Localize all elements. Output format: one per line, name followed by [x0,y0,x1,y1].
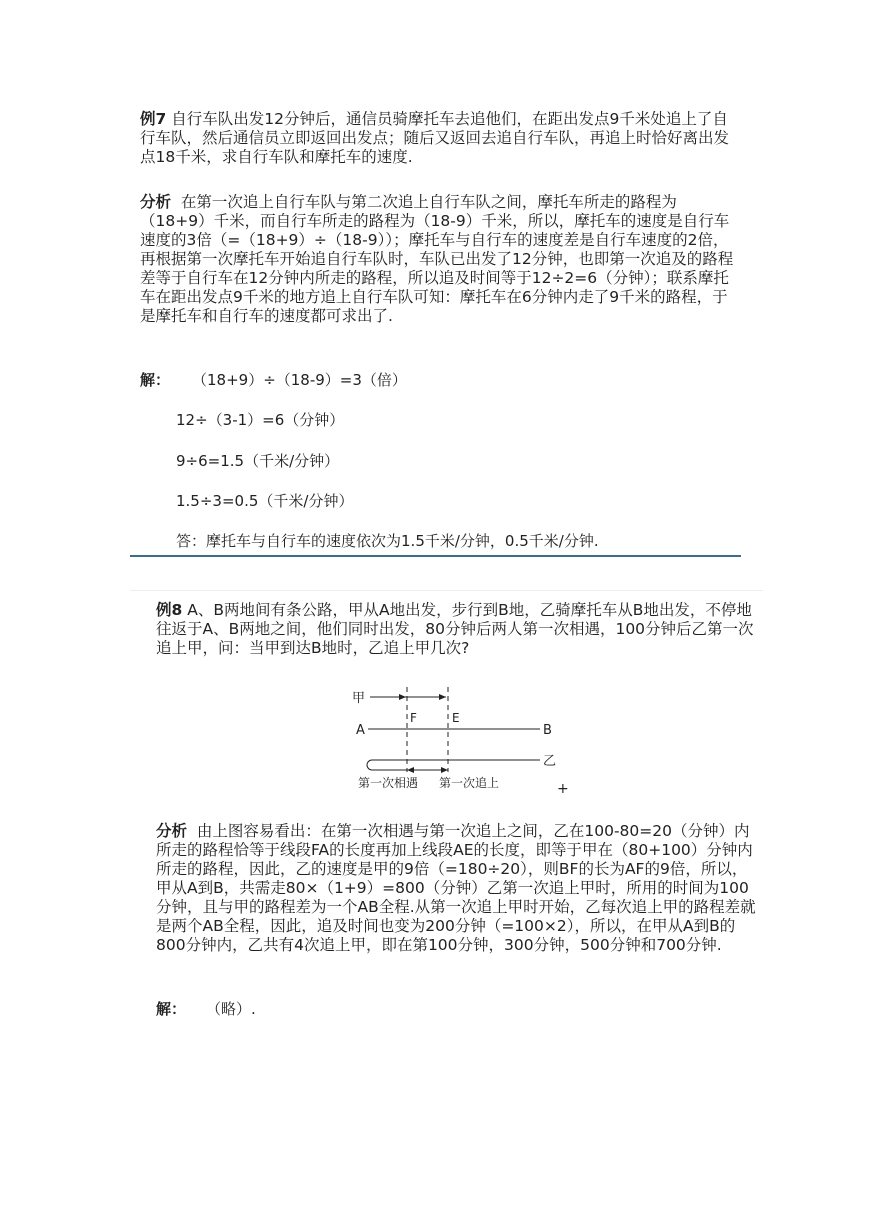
jia-arrow-head-1 [399,694,406,700]
diagram-label-f: F [410,711,417,725]
example-7-problem-text: 自行车队出发12分钟后，通信员骑摩托车去追他们，在距出发点9千米处追上了自行车队，然后通信员立即返回出发点；随后又返回去追自行车队，再追上时恰好离出发点18千米，求自行车队和摩托车的速度. [140,110,730,166]
example-8-solution-label: 解： [156,1000,187,1018]
section-divider-light [130,590,763,591]
example-8-problem-text: A、B两地间有条公路，甲从A地出发，步行到B地，乙骑摩托车从B地出发，不停地往返于A、B两地之间，他们同时出发，80分钟后两人第一次相遇，100分钟后乙第一次追上甲，问：当甲到达B地时，乙追上甲几次? [156,601,754,657]
example-7-step-1: （18+9）÷（18-9）=3（倍） [192,371,407,389]
yi-arrow-head-1 [407,767,414,773]
yi-path-line [367,760,540,770]
example-7-solution-label: 解： [140,371,171,389]
diagram-label-jia: 甲 [352,691,366,706]
example-7-step-4: 1.5÷3=0.5（千米/分钟） [176,492,354,510]
example-7-answer: 答：摩托车与自行车的速度依次为1.5千米/分钟，0.5千米/分钟. [176,532,599,550]
yi-arrow-head-2 [441,767,448,773]
diagram-label-a: A [356,723,365,738]
example-8-problem [156,601,756,658]
diagram-label-e: E [452,711,460,725]
example-7-problem [140,110,740,167]
example-7-label: 例7 [140,110,167,128]
example-8-analysis-text: 由上图容易看出：在第一次相遇与第一次追上之间，乙在100-80=20（分钟）内所走的路程恰等于线段FA的长度再加上线段AE的长度，即等于甲在（80+100）分钟内所走的路程，因此，乙的速度是甲的9倍（=180÷20），则BF的长为AF的9倍，所以，甲从A到B，共需走80×（1+9）=800（分钟）乙第一次追上甲时，所用的时间为100分钟，且与甲的路程差为一个AB全程.从第一次追上甲时开始，乙每次追上甲的路程差就是两个AB全程，因此，追及时间也变为200分钟（=100×2），所以，在甲从A到B的800分钟内，乙共有4次追上甲，即在第100分钟，300分钟，500分钟和700分钟. [156,822,756,954]
example-7-step-2: 12÷（3-1）=6（分钟） [176,411,345,429]
example-7-analysis-text: 在第一次追上自行车队与第二次追上自行车队之间，摩托车所走的路程为（18+9）千米，而自行车所走的路程为（18-9）千米，所以，摩托车的速度是自行车速度的3倍（=（18+9）÷（18-9））；摩托车与自行车的速度差是自行车速度的2倍，再根据第一次摩托车开始追自行车队时，车队已出发了12分钟，也即第一次追及的路程差等于自行车在12分钟内所走的路程，所以追及时间等于12÷2=6（分钟）；联系摩托车在距出发点9千米的地方追上自行车队可知：摩托车在6分钟内走了9千米的路程，于是摩托车和自行车的速度都可求出了. [140,193,734,325]
diagram-label-yi: 乙 [543,754,557,769]
example-7-analysis-label: 分析 [140,193,172,211]
example-8-analysis [156,822,756,955]
example-8-solution-text: （略）. [206,1000,256,1018]
example-8-label: 例8 [156,601,183,619]
jia-arrow-head-2 [439,694,446,700]
example-7-analysis [140,193,740,326]
diagram-cursor-plus: + [557,781,569,797]
section-divider [130,555,741,557]
diagram-label-first-meet: 第一次相遇 [358,776,419,790]
diagram-label-b: B [543,723,552,738]
example-7-step-3: 9÷6=1.5（千米/分钟） [176,452,340,470]
example-8-analysis-label: 分析 [156,822,188,840]
diagram-label-first-catch: 第一次追上 [439,776,500,790]
